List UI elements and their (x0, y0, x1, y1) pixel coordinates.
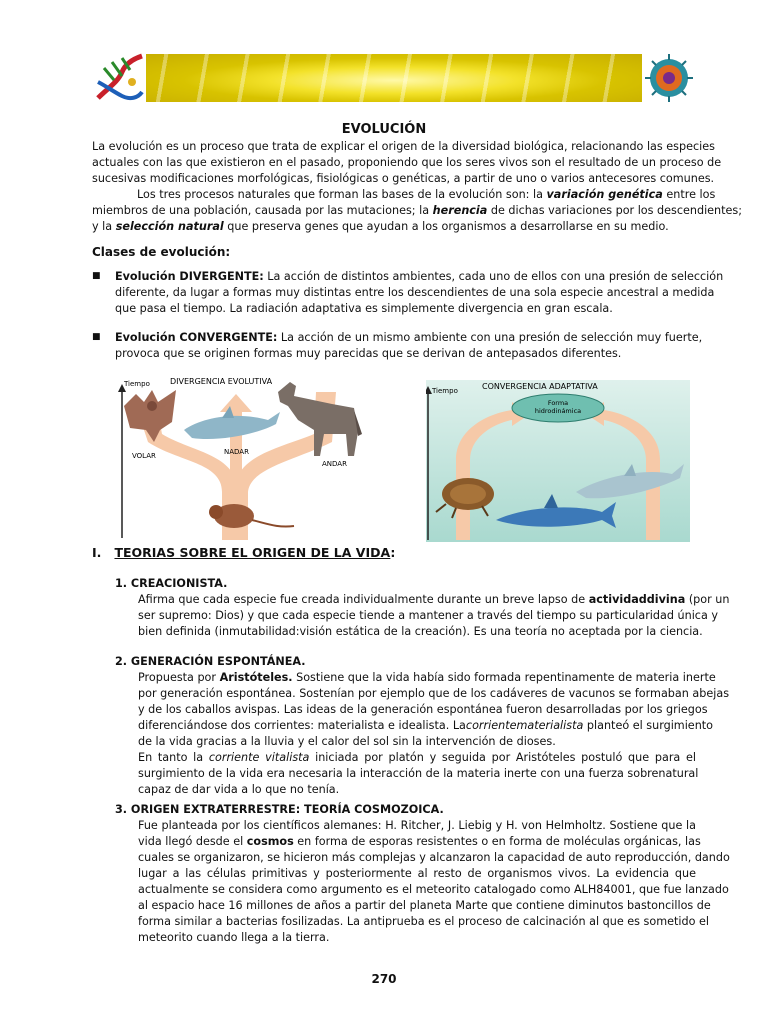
text-fragment: Sostiene que la vida había sido formada repentinamente de materia inerte (292, 671, 716, 684)
dna-icon (92, 52, 146, 104)
generacion-line-4 (138, 718, 714, 734)
cosmozoica-line-2 (138, 834, 701, 850)
text-fragment: iniciada por platón y seguida por Aristóteles postuló que para el (309, 751, 696, 764)
text-fragment: Afirma que cada especie fue creada individualmente durante un breve lapso de (138, 593, 589, 606)
text-fragment: En tanto la (138, 751, 209, 764)
banner-gradient (146, 54, 642, 102)
convergente-label: Evolución CONVERGENTE: (115, 331, 278, 344)
creacionista-heading: 1. CREACIONISTA. (115, 577, 228, 590)
divergence-title: DIVERGENCIA EVOLUTIVA (170, 377, 273, 386)
time-axis-label: Tiempo (432, 387, 458, 395)
andar-label: ANDAR (322, 460, 347, 468)
term-actividad-divina: actividaddivina (588, 593, 686, 606)
term-seleccion-natural: selección natural (115, 220, 224, 233)
divergente-line-1 (115, 269, 724, 285)
bullet-icon: ■ (92, 332, 101, 342)
generacion-line-3: y de los caballos avispas. Las ideas de la generación espontánea fueron desarrolladas por los griegos (138, 703, 708, 716)
cosmozoica-heading: 3. ORIGEN EXTRATERRESTRE: TEORÍA COSMOZOICA. (115, 803, 444, 816)
term-variacion-genetica: variación genética (546, 188, 663, 201)
text-fragment: La acción de distintos ambientes, cada uno de ellos con una presión de selección (263, 270, 724, 283)
section-colon: : (390, 545, 396, 560)
nadar-label: NADAR (224, 448, 249, 456)
clases-heading: Clases de evolución: (92, 245, 231, 259)
text-fragment: que preserva genes que ayudan a los organismos a desarrollarse en su medio. (223, 220, 669, 233)
intro-p2-line-1 (137, 187, 716, 203)
section-title: TEORIAS SOBRE EL ORIGEN DE LA VIDA (114, 545, 391, 560)
convergente-line-1 (115, 330, 703, 346)
virus-icon (642, 52, 696, 104)
generacion-heading: 2. GENERACIÓN ESPONTÁNEA. (115, 655, 306, 668)
generacion-line-5: de la vida gracias a la lluvia y el calor del sol sin la intervención de dioses. (138, 735, 556, 748)
generacion-line-1 (138, 670, 716, 686)
term-corriente-materialista: corrientematerialista (465, 719, 584, 732)
cosmozoica-line-1: Fue planteada por los científicos alemanes: H. Ritcher, J. Liebig y H. von Helmholtz. Sostiene que la (138, 819, 696, 832)
section-number: I. (92, 545, 102, 560)
section-heading (92, 545, 395, 561)
text-fragment: en forma de esporas resistentes o en forma de moléculas orgánicas, las (293, 835, 701, 848)
text-fragment: (por un (685, 593, 730, 606)
cosmozoica-line-3: cuales se organizaron, se hicieron más complejas y alcanzaron la capacidad de auto reproducción, dando (138, 851, 730, 864)
convergente-line-2: provoca que se originen formas muy parecidas que se derivan de antepasados diferentes. (115, 347, 622, 360)
intro-line-3: sucesivas modificaciones morfológicas, fisiológicas o genéticas, a partir de uno o varios antecesores comunes. (92, 172, 715, 185)
divergente-line-2: diferente, da lugar a formas muy distintas entre los descendientes de una sola especie ancestral a medida (115, 286, 715, 299)
generacion-line-6 (138, 750, 696, 766)
generacion-line-2: por generación espontánea. Sostenían por ejemplo que de los cadáveres de vacunos se formaban abejas (138, 687, 730, 700)
generacion-line-7: surgimiento de la vida era necesaria la interacción de la materia inerte con una fuerza sobrenatural (138, 767, 699, 780)
form-label-2: hidrodinámica (534, 407, 582, 415)
generacion-line-8: capaz de dar vida a lo que no tenía. (138, 783, 340, 796)
creacionista-line-3: bien definida (inmutabilidad:visión estática de la creación). Es una teoría no aceptada por la ciencia. (138, 625, 703, 638)
creacionista-line-2: ser supremo: Dios) y que cada especie tiende a mantener a través del tiempo su particularidad única y (138, 609, 718, 622)
divergente-line-3: que pasa el tiempo. La radiación adaptativa es simplemente divergencia en gran escala. (115, 302, 613, 315)
text-fragment: y la (92, 220, 116, 233)
page-number: 270 (371, 972, 397, 986)
text-fragment: vida llegó desde el (138, 835, 247, 848)
term-cosmos: cosmos (246, 835, 294, 848)
intro-p2-line-3 (92, 219, 669, 235)
text-fragment: planteó el surgimiento (583, 719, 714, 732)
term-corriente-vitalista: corriente vitalista (208, 751, 310, 764)
page-title: EVOLUCIÓN (341, 122, 427, 137)
divergence-figure (118, 372, 364, 540)
text-fragment: miembros de una población, causada por las mutaciones; la (92, 204, 433, 217)
text-fragment: Propuesta por (138, 671, 220, 684)
text-fragment: diferenciándose dos corrientes: materialista e idealista. La (138, 719, 466, 732)
form-label-1: Forma (547, 399, 569, 407)
cosmozoica-line-6: al espacio hace 16 millones de años a partir del planeta Marte que contiene diminutos bastoncillos de (138, 899, 711, 912)
term-aristoteles: Aristóteles. (219, 671, 293, 684)
cosmozoica-line-5: actualmente se considera como argumento es el meteorito catalogado como ALH84001, que fue lanzado (138, 883, 729, 896)
intro-line-1: La evolución es un proceso que trata de explicar el origen de la diversidad biológica, relacionando las especies (92, 140, 715, 153)
text-fragment: La acción de un mismo ambiente con una presión de selección muy fuerte, (277, 331, 703, 344)
text-fragment: entre los (662, 188, 716, 201)
convergence-figure (426, 380, 690, 542)
divergente-label: Evolución DIVERGENTE: (115, 270, 264, 283)
intro-p2-line-2 (92, 203, 743, 219)
header-banner (92, 52, 696, 104)
creacionista-line-1 (138, 592, 730, 608)
term-herencia: herencia (432, 204, 488, 217)
bullet-icon: ■ (92, 271, 101, 281)
text-fragment: Los tres procesos naturales que forman las bases de la evolución son: la (137, 188, 547, 201)
time-axis-label: Tiempo (124, 380, 150, 388)
cosmozoica-line-8: meteorito cuando llega a la tierra. (138, 931, 330, 944)
cosmozoica-line-4: lugar a las células primitivas y posteriormente al resto de organismos vivos. La evidencia que (138, 867, 696, 880)
intro-line-2: actuales con las que existieron en el pasado, proponiendo que los seres vivos son el resultado de un proceso de (92, 156, 722, 169)
convergence-title: CONVERGENCIA ADAPTATIVA (482, 382, 598, 391)
volar-label: VOLAR (132, 452, 156, 460)
cosmozoica-line-7: forma similar a bacterias fosilizadas. La antiprueba es el proceso de calcinación al que es sometido el (138, 915, 709, 928)
text-fragment: de dichas variaciones por los descendientes; (487, 204, 743, 217)
